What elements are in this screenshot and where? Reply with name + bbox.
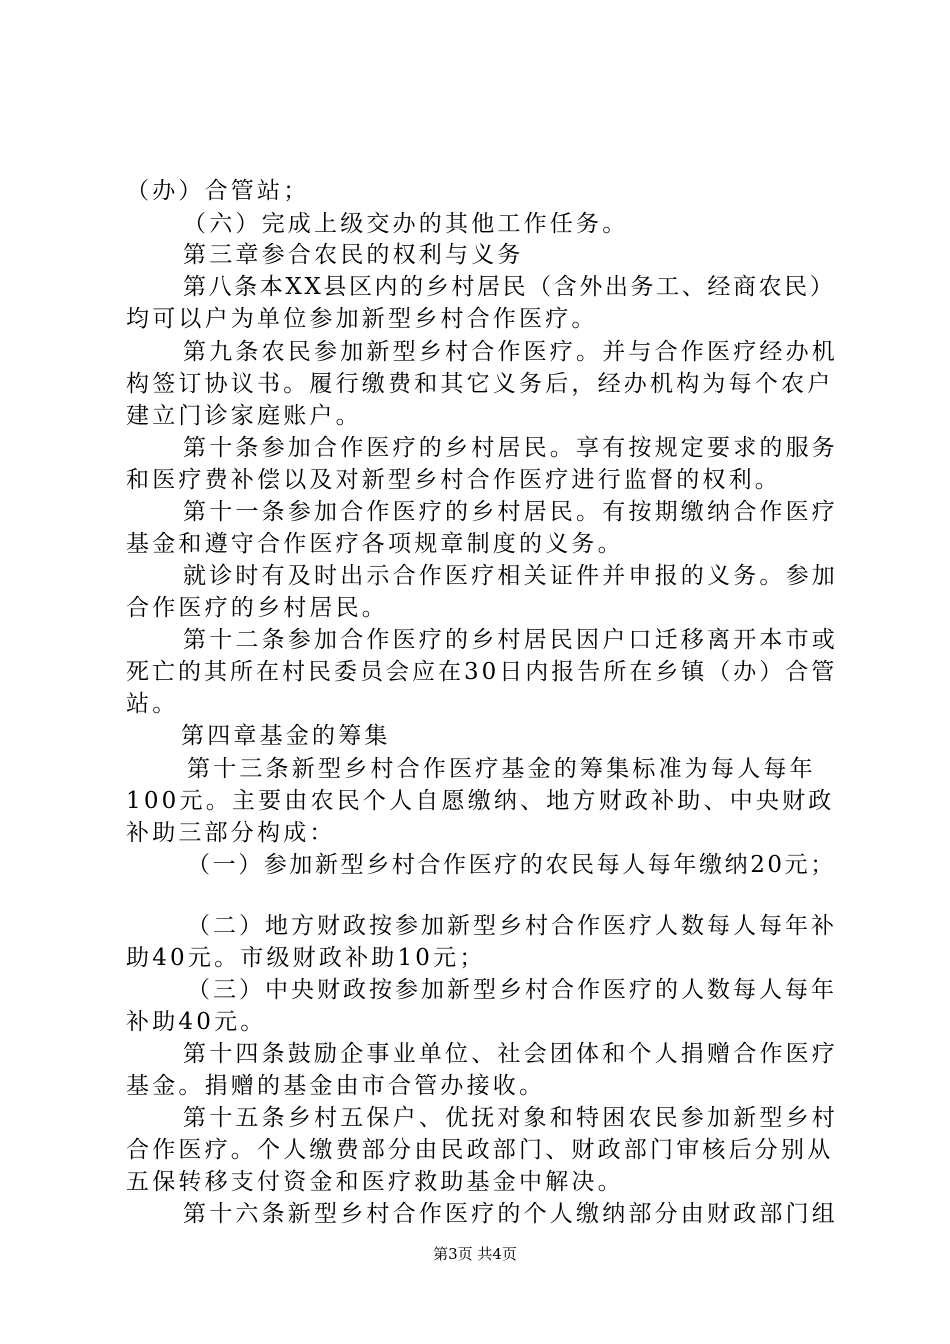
- text-line: 合作医疗的乡村居民。: [126, 595, 388, 621]
- text-line: （一）参加新型乡村合作医疗的农民每人每年缴纳20元；: [187, 852, 836, 878]
- text-line: 五保转移支付资金和医疗救助基金中解决。: [126, 1169, 624, 1195]
- text-line: 站。: [126, 691, 179, 717]
- page-number-footer: 第3页 共4页: [433, 1245, 517, 1263]
- text-line: 构签订协议书。履行缴费和其它义务后，经办机构为每个农户: [126, 371, 834, 397]
- text-line: 基金和遵守合作医疗各项规章制度的义务。: [126, 531, 624, 557]
- text-line: （二）地方财政按参加新型乡村合作医疗人数每人每年补: [187, 913, 837, 939]
- text-line: 补助三部分构成：: [126, 820, 336, 846]
- text-line: 均可以户为单位参加新型乡村合作医疗。: [126, 306, 598, 332]
- text-line: 第十四条鼓励企事业单位、社会团体和个人捐赠合作医疗: [183, 1041, 838, 1067]
- text-line: 基金。捐赠的基金由市合管办接收。: [126, 1073, 546, 1099]
- text-line: 合作医疗。个人缴费部分由民政部门、财政部门审核后分别从: [126, 1137, 834, 1163]
- text-line: 100元。主要由农民个人自愿缴纳、地方财政补助、中央财政: [126, 788, 835, 814]
- text-line: 补助40元。: [126, 1009, 267, 1035]
- text-line: 建立门诊家庭账户。: [126, 403, 362, 429]
- text-line: （办）合管站；: [126, 178, 310, 204]
- text-line: （三）中央财政按参加新型乡村合作医疗的人数每人每年: [187, 977, 837, 1003]
- section-heading: 第三章参合农民的权利与义务: [183, 242, 524, 268]
- text-line: 死亡的其所在村民委员会应在30日内报告所在乡镇（办）合管: [126, 659, 838, 685]
- text-line: 第十条参加合作医疗的乡村居民。享有按规定要求的服务: [183, 435, 838, 461]
- text-line: 第九条农民参加新型乡村合作医疗。并与合作医疗经办机: [183, 339, 838, 365]
- text-line: 第十五条乡村五保户、优抚对象和特困农民参加新型乡村: [183, 1105, 838, 1131]
- text-line: 助40元。市级财政补助10元；: [126, 945, 486, 971]
- text-line: 第十二条参加合作医疗的乡村居民因户口迁移离开本市或: [183, 627, 838, 653]
- text-line: 第十六条新型乡村合作医疗的个人缴纳部分由财政部门组: [183, 1201, 838, 1227]
- text-line: 和医疗费补偿以及对新型乡村合作医疗进行监督的权利。: [126, 467, 781, 493]
- text-line: 第十一条参加合作医疗的乡村居民。有按期缴纳合作医疗: [183, 499, 838, 525]
- section-heading: 第四章基金的筹集: [181, 723, 391, 749]
- text-line: 第八条本XX县区内的乡村居民（含外出务工、经商农民）: [183, 274, 836, 300]
- text-line: 就诊时有及时出示合作医疗相关证件并申报的义务。参加: [183, 563, 838, 589]
- text-line: （六）完成上级交办的其他工作任务。: [183, 211, 629, 237]
- text-line: 第十三条新型乡村合作医疗基金的筹集标准为每人每年: [187, 756, 816, 782]
